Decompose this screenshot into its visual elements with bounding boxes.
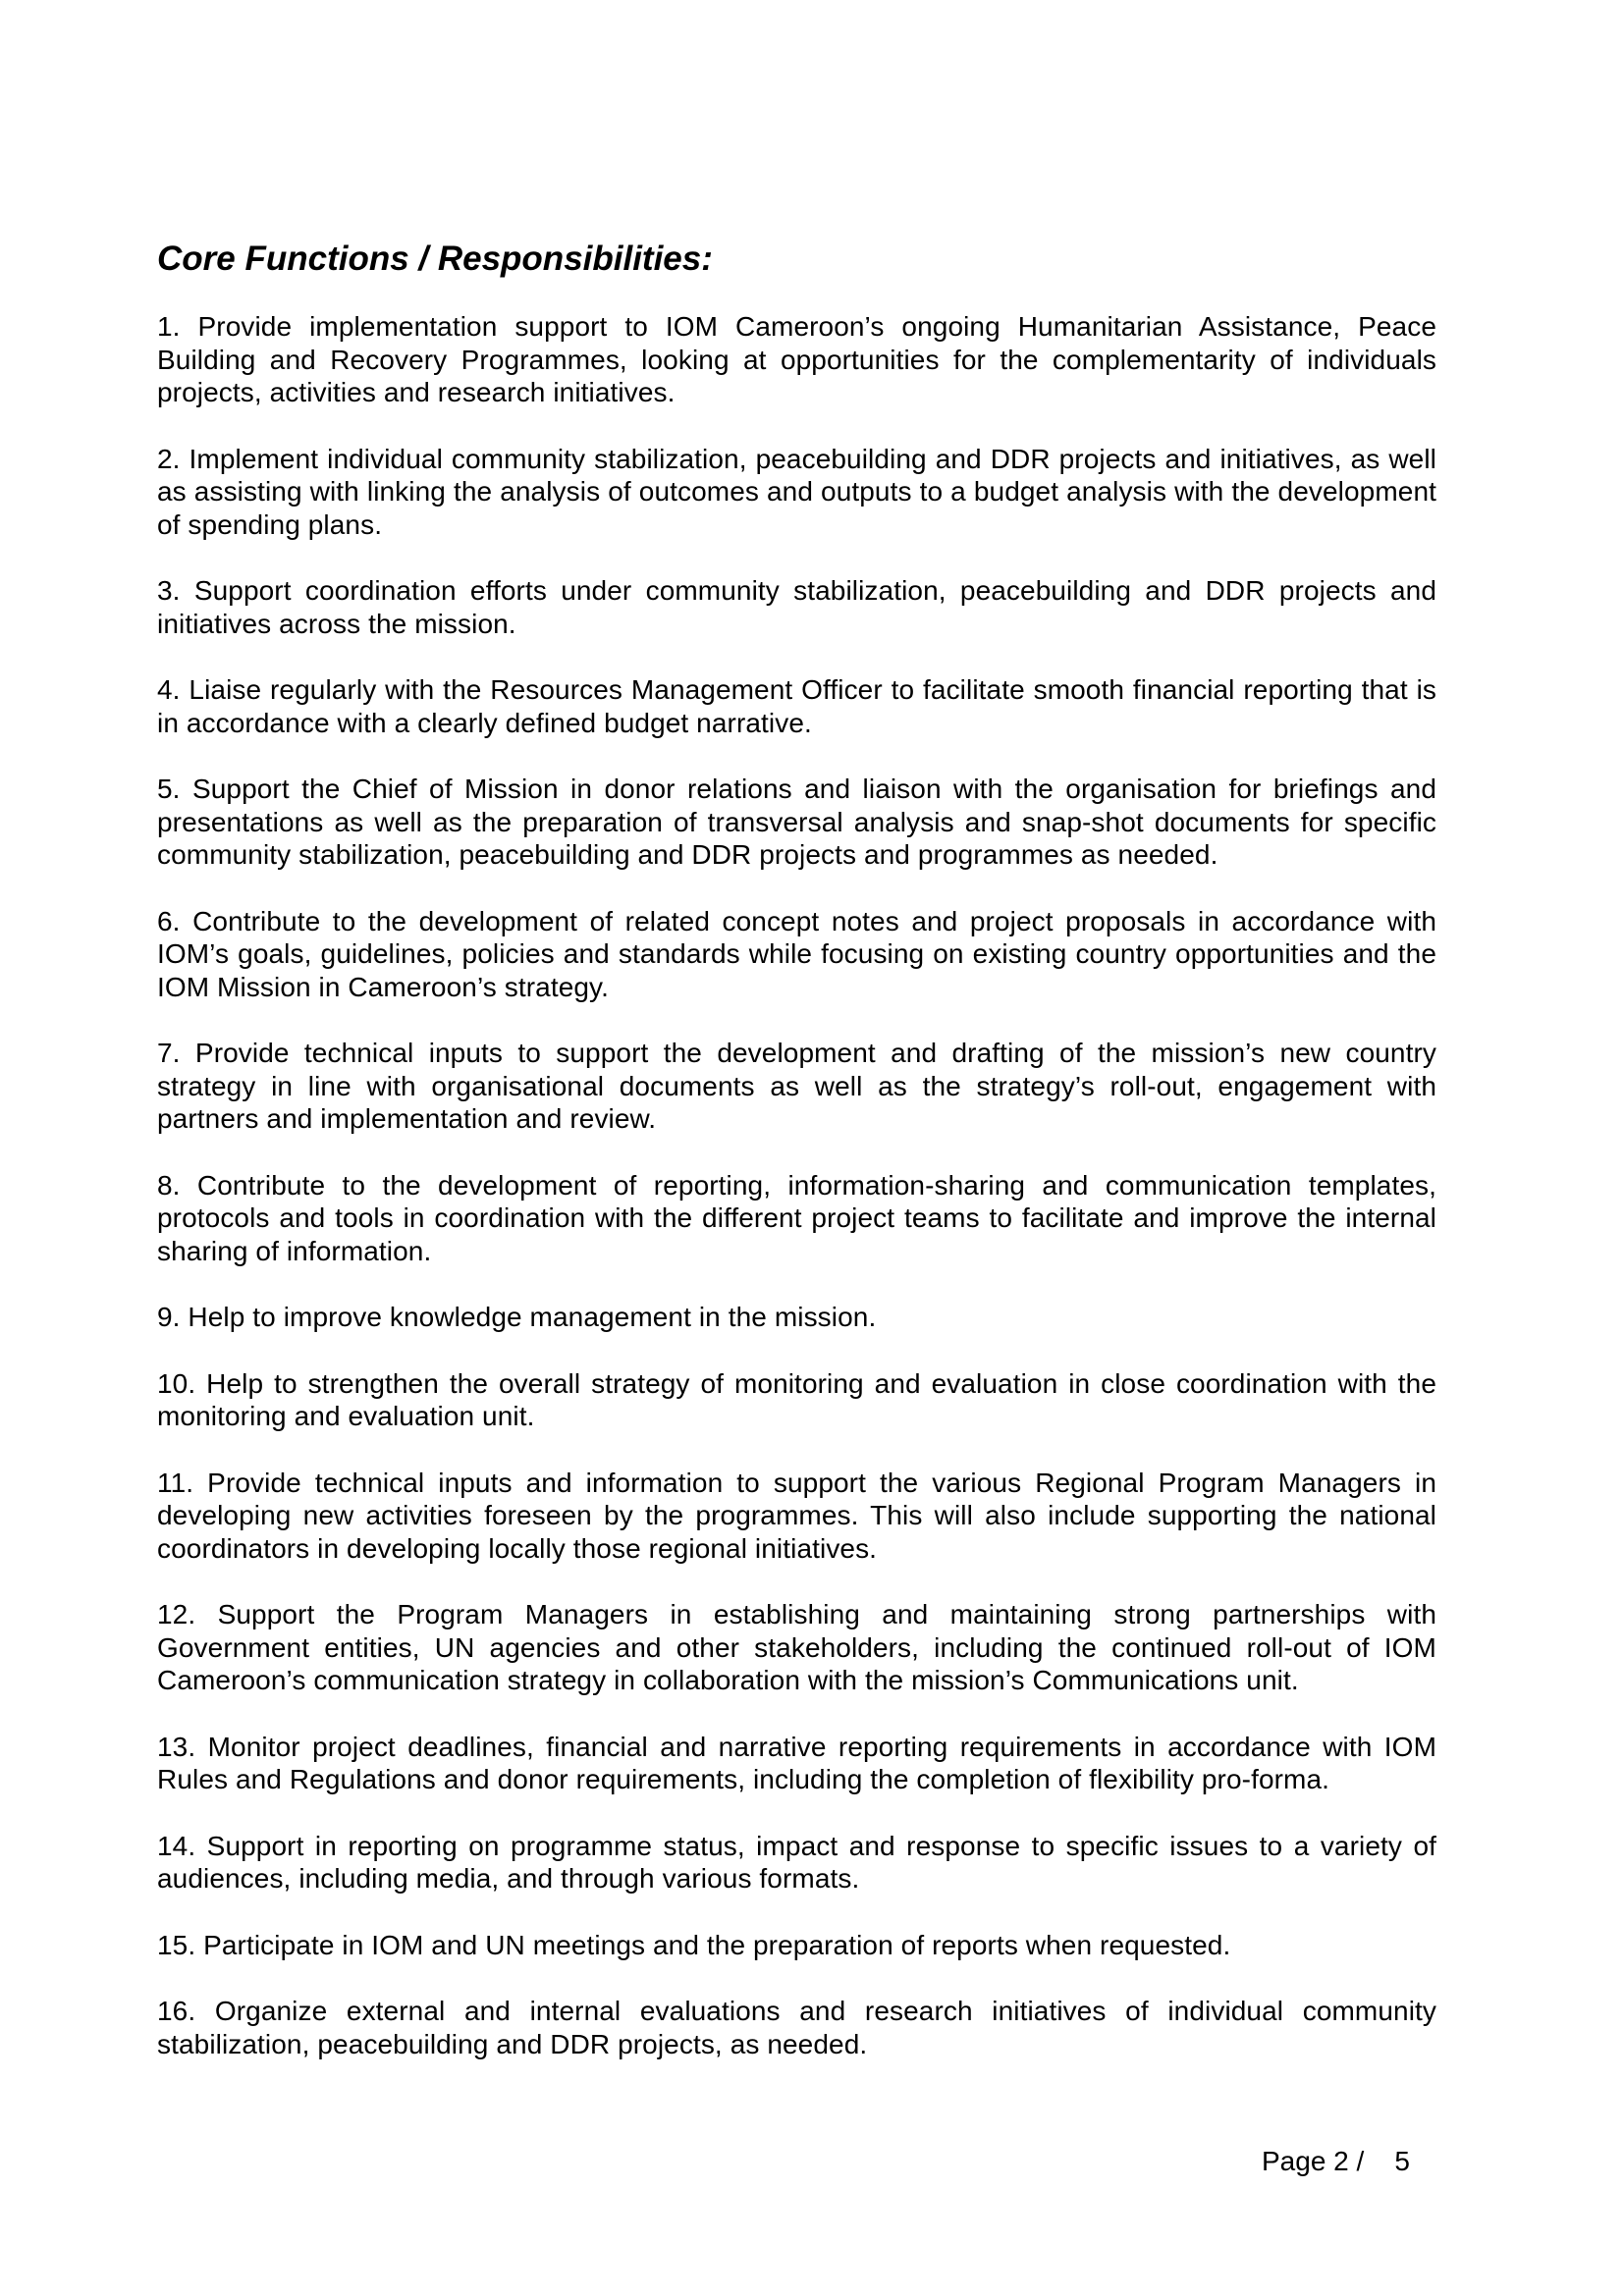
list-item: 2. Implement individual community stabilization, peacebuilding and DDR projects and initiatives, as well as assisting with linking the analysis of outcomes and outputs to a budget analysis with the development of spending plans. — [157, 443, 1436, 540]
list-item: 14. Support in reporting on programme status, impact and response to specific issues to a variety of audiences, including media, and through various formats. — [157, 1830, 1436, 1894]
responsibilities-list — [157, 310, 1436, 2094]
list-item: 10. Help to strengthen the overall strategy of monitoring and evaluation in close coordination with the monitoring and evaluation unit. — [157, 1367, 1436, 1431]
list-item: 1. Provide implementation support to IOM Cameroon’s ongoing Humanitarian Assistance, Peace Building and Recovery Programmes, looking at opportunities for the complementarity of individuals projects, activities and research initiatives. — [157, 311, 1436, 407]
list-item: 9. Help to improve knowledge management in the mission. — [157, 1302, 877, 1332]
page-number: Page 2 / 5 — [1262, 2146, 1410, 2176]
list-item: 15. Participate in IOM and UN meetings and the preparation of reports when requested. — [157, 1929, 1231, 1960]
list-item: 8. Contribute to the development of reporting, information-sharing and communication templates, protocols and tools in coordination with the different project teams to facilitate and improve the internal sharing of information. — [157, 1169, 1436, 1266]
list-item: 13. Monitor project deadlines, financial and narrative reporting requirements in accordance with IOM Rules and Regulations and donor requirements, including the completion of flexibility pro-forma. — [157, 1731, 1436, 1794]
list-item: 16. Organize external and internal evaluations and research initiatives of individual community stabilization, peacebuilding and DDR projects, as needed. — [157, 1996, 1436, 2059]
section-heading: Core Functions / Responsibilities: — [157, 240, 713, 278]
list-item: 12. Support the Program Managers in establishing and maintaining strong partnerships with Government entities, UN agencies and other stakeholders, including the continued roll-out of IOM Cameroon’s communication strategy in collaboration with the mission’s Communications unit. — [157, 1599, 1436, 1695]
list-item: 7. Provide technical inputs to support the development and drafting of the mission’s new country strategy in line with organisational documents as well as the strategy’s roll-out, engagement with partners and implementation and review. — [157, 1038, 1436, 1134]
list-item: 4. Liaise regularly with the Resources Management Officer to facilitate smooth financial reporting that is in accordance with a clearly defined budget narrative. — [157, 674, 1436, 738]
list-item: 3. Support coordination efforts under community stabilization, peacebuilding and DDR projects and initiatives across the mission. — [157, 575, 1436, 639]
list-item: 11. Provide technical inputs and information to support the various Regional Program Managers in developing new activities foreseen by the programmes. This will also include supporting the national coordinators in developing locally those regional initiatives. — [157, 1467, 1436, 1564]
list-item: 6. Contribute to the development of related concept notes and project proposals in accordance with IOM’s goals, guidelines, policies and standards while focusing on existing country opportunities and the IOM Mission in Cameroon’s strategy. — [157, 905, 1436, 1002]
list-item: 5. Support the Chief of Mission in donor relations and liaison with the organisation for briefings and presentations as well as the preparation of transversal analysis and snap-shot documents for specific community stabilization, peacebuilding and DDR projects and programmes as needed. — [157, 774, 1436, 870]
